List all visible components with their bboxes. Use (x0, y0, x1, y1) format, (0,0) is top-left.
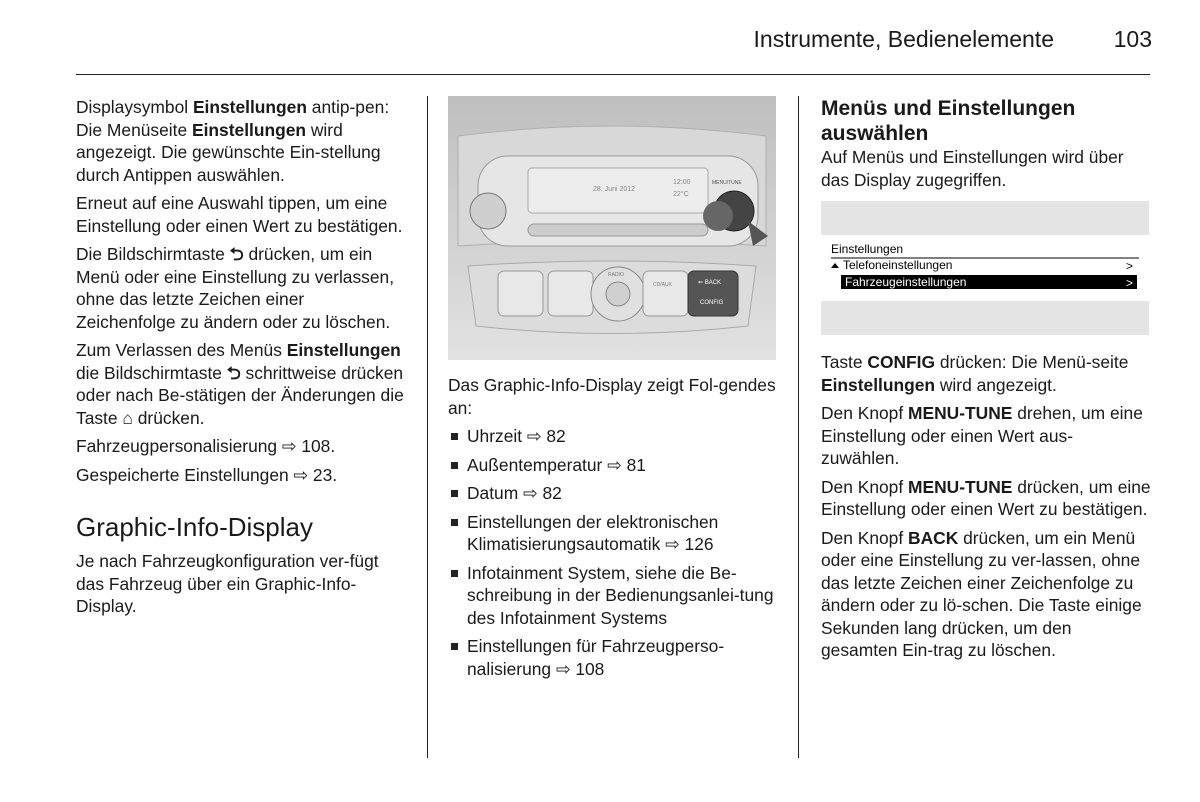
paragraph: Je nach Fahrzeugkonfiguration ver-fügt das Fahrzeug über ein Graphic-Info-Display. (76, 551, 379, 616)
display-temp: 22°C (673, 191, 689, 198)
section-heading: Menüs und Einstellungen auswählen (821, 97, 1076, 145)
paragraph: Auf Menüs und Einstellungen wird über das Display zugegriffen. (821, 147, 1124, 190)
menu-tune-label: MENU/TUNE (712, 180, 742, 186)
list-item: Uhrzeit ⇨ 82 (448, 425, 778, 448)
page-number: 103 (1113, 26, 1152, 52)
menu-item-vehicle: Fahrzeugeinstellungen (845, 275, 967, 289)
page-header (0, 26, 1200, 56)
paragraph: Den Knopf MENU-TUNE drehen, um eine Einstellung oder einen Wert aus-zuwählen. (821, 403, 1143, 468)
screen-title: Einstellungen (831, 242, 904, 256)
home-icon: ⌂ (122, 407, 133, 428)
cd-key-label: CD/AUX (653, 282, 672, 288)
cross-reference: Gespeicherte Einstellungen ⇨ 23. (76, 464, 338, 485)
dashboard-photo (448, 96, 776, 360)
list-item: Infotainment System, siehe die Be-schreibung in der Bedienungsanlei-tung des Infotainment Systems (448, 562, 778, 630)
paragraph: Taste CONFIG drücken: Die Menü-seite Einstellungen wird angezeigt. (821, 352, 1129, 395)
feature-list (448, 425, 778, 680)
display-time: 12:00 (673, 179, 691, 186)
column-divider-2 (798, 96, 799, 758)
paragraph: Zum Verlassen des Menüs Einstellungen die Bildschirmtaste ⮌ schrittweise drücken oder nach Be-stätigen der Änderungen die Taste ⌂ drücken. (76, 340, 404, 428)
config-key-label: CONFIG (700, 300, 724, 306)
back-icon: ⮌ (229, 244, 244, 264)
paragraph: Den Knopf MENU-TUNE drücken, um eine Einstellung oder einen Wert zu bestätigen. (821, 476, 1151, 519)
paragraph: Die Bildschirmtaste ⮌ drücken, um ein Menü oder eine Einstellung zu verlassen, ohne das letzte Zeichen einer Zeichenfolge zu ändern oder zu löschen. (76, 244, 395, 332)
paragraph: Erneut auf eine Auswahl tippen, um eine Einstellung oder einen Wert zu bestätigen. (76, 193, 403, 236)
column-1 (76, 96, 406, 624)
list-item: Datum ⇨ 82 (448, 482, 778, 505)
back-key-label: ⇐ BACK (698, 280, 722, 286)
column-2 (448, 96, 778, 686)
header-rule (76, 74, 1150, 75)
back-icon: ⮌ (226, 362, 241, 383)
paragraph: Das Graphic-Info-Display zeigt Fol-gendes an: (448, 375, 776, 418)
menu-item-phone: Telefoneinstellungen (843, 258, 953, 272)
paragraph: Displaysymbol Einstellungen antip-pen: Die Menüseite Einstellungen wird angezeigt. Die gewünschte Ein-stellung durch Antippen auswählen. (76, 97, 390, 185)
section-heading: Graphic-Info-Display (76, 512, 313, 542)
radio-key-label: RADIO (608, 272, 624, 278)
list-item: Außentemperatur ⇨ 81 (448, 454, 778, 477)
chevron-right-icon: > (1126, 259, 1134, 273)
column-3 (821, 96, 1151, 668)
list-item: Einstellungen der elektronischen Klimatisierungsautomatik ⇨ 126 (448, 511, 778, 556)
chapter-title: Instrumente, Bedienelemente (753, 26, 1054, 52)
list-item: Einstellungen für Fahrzeugperso-nalisierung ⇨ 108 (448, 635, 778, 680)
display-date: 28. Juni 2012 (593, 186, 636, 193)
column-divider-1 (427, 96, 428, 758)
chevron-right-icon: > (1126, 276, 1134, 290)
settings-screen-image (821, 201, 1149, 335)
paragraph: Den Knopf BACK drücken, um ein Menü oder eine Einstellung zu ver-lassen, ohne das letzte Zeichen einer Zeichenfolge zu ändern oder zu lö-schen. Die Taste einige Sekunden lang drücken, um den gesamten Ein-trag zu löschen. (821, 527, 1142, 660)
cross-reference: Fahrzeugpersonalisierung ⇨ 108. (76, 436, 336, 456)
